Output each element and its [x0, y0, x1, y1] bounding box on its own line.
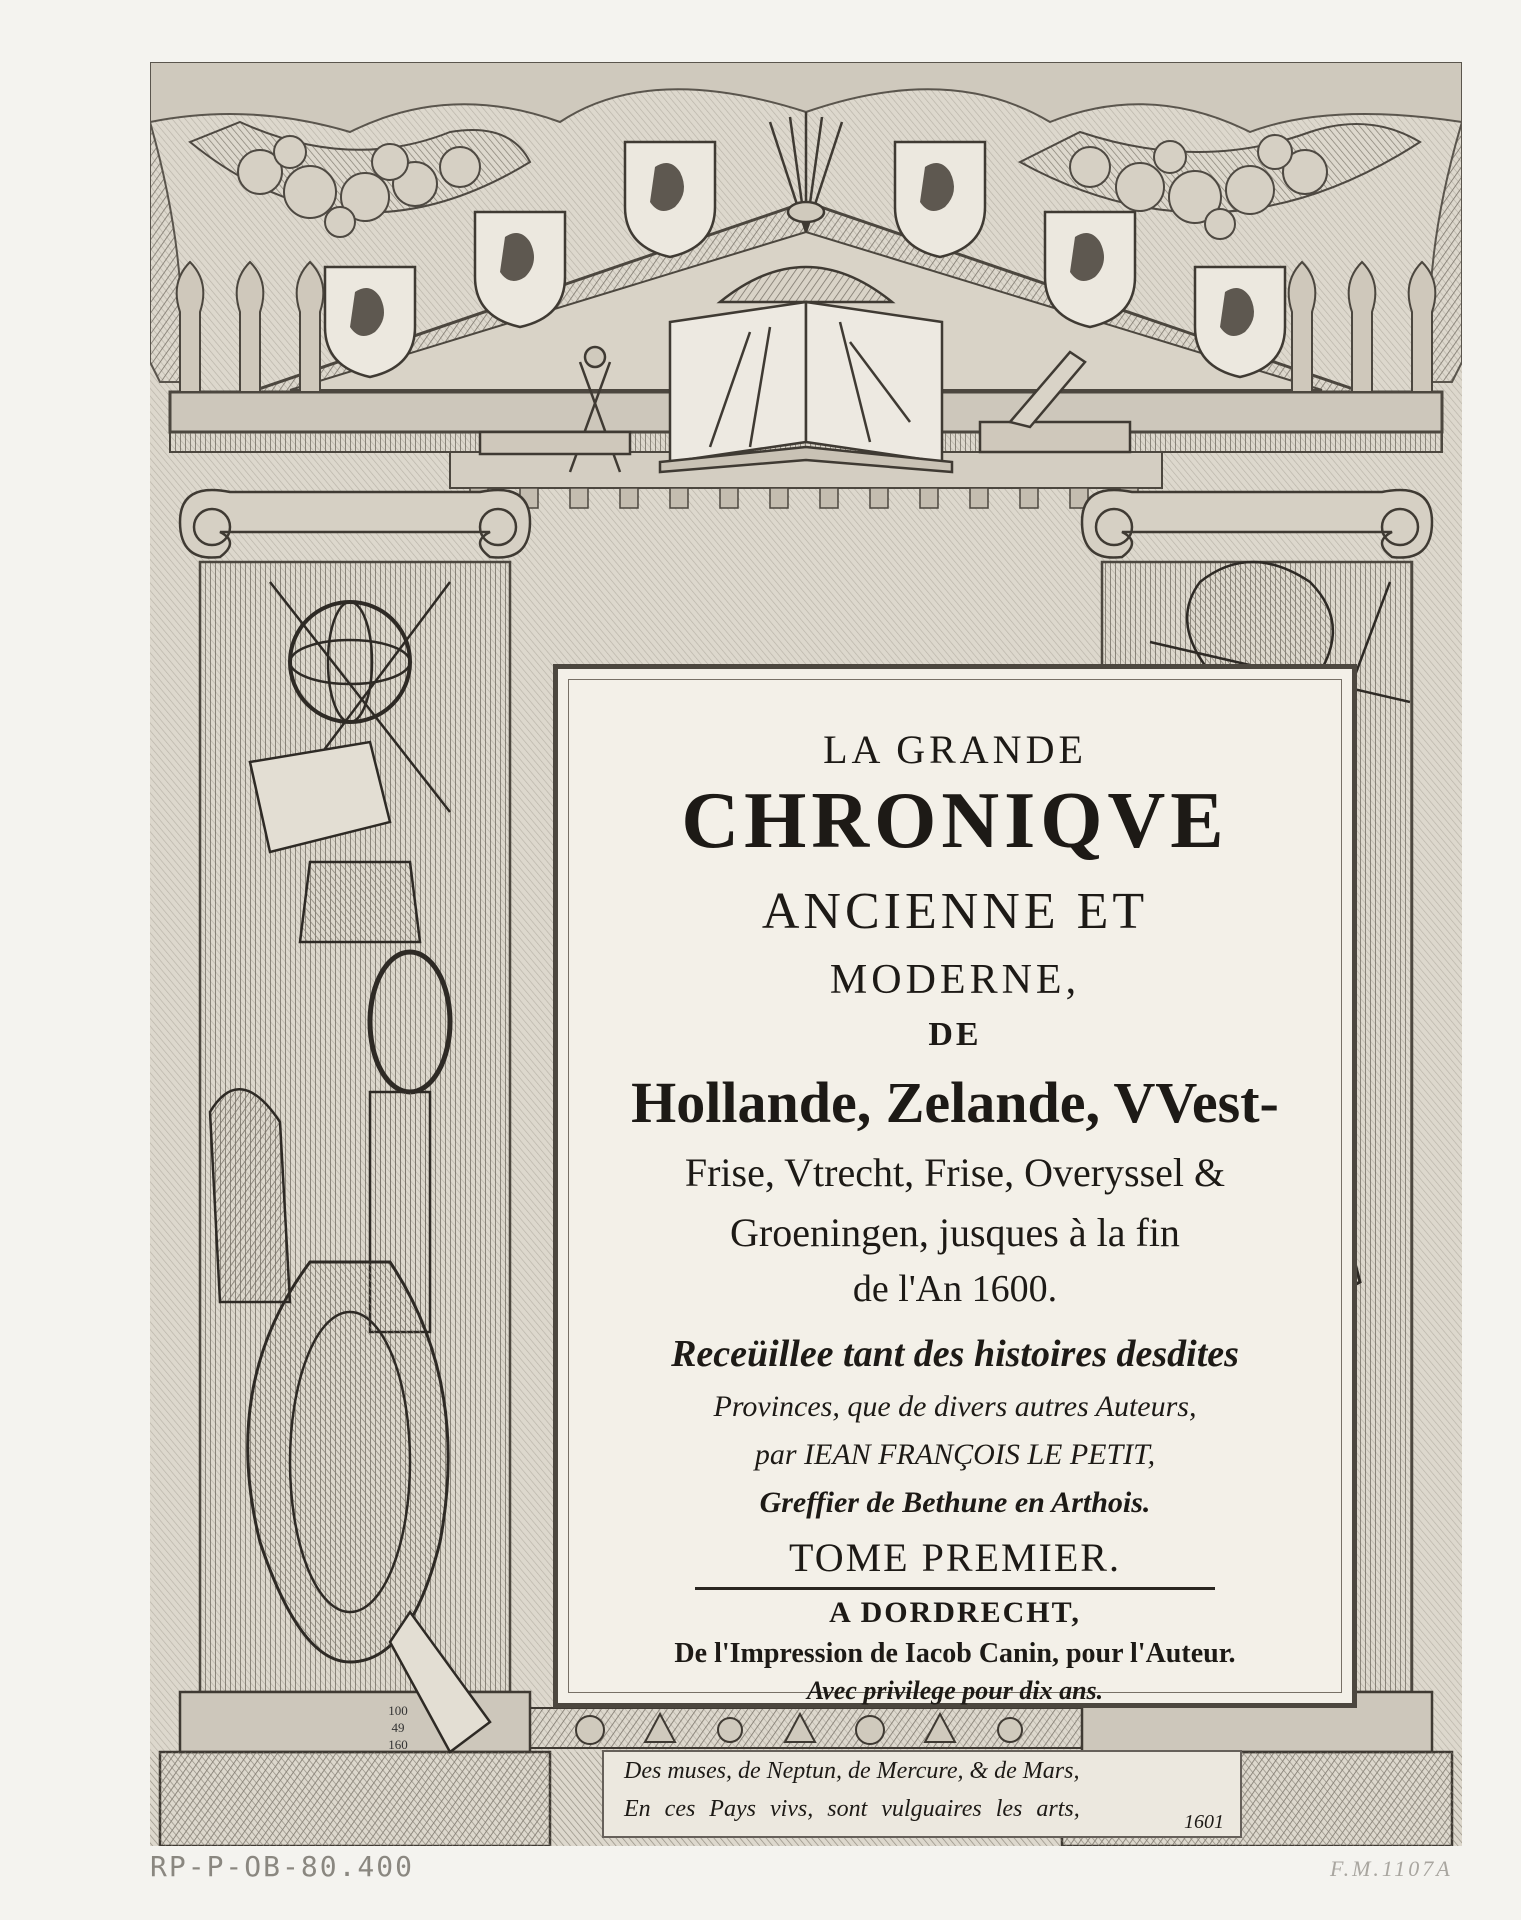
- base-ledge: [530, 1708, 1082, 1748]
- title-text-block: [553, 664, 1357, 1708]
- title-line-9: de l'An 1600.: [852, 1268, 1058, 1310]
- title-line-2: CHRONIQVE: [681, 777, 1229, 865]
- title-line-7: Frise, Vtrecht, Frise, Overyssel &: [684, 1150, 1226, 1195]
- collection-mark: F.M.1107A: [1330, 1856, 1453, 1881]
- volume-underline: [695, 1587, 1215, 1590]
- imprint-place: A DORDRECHT,: [829, 1596, 1081, 1629]
- title-line-1: LA GRANDE: [823, 727, 1087, 772]
- print-sheet: [150, 62, 1462, 1846]
- title-line-5: DE: [928, 1016, 982, 1053]
- title-line-4: MODERNE,: [829, 957, 1081, 1003]
- author-title-line: Greffier de Bethune en Arthois.: [759, 1486, 1151, 1519]
- pedestal-inscription: [378, 1702, 418, 1753]
- title-line-8: Groeningen, jusques à la fin: [730, 1210, 1180, 1255]
- subtitle-line-1: Receüillee tant des histoires desdites: [671, 1333, 1239, 1375]
- volume-line: TOME PREMIER.: [789, 1535, 1121, 1580]
- privilege-line: Avec privilege pour dix ans.: [806, 1676, 1104, 1705]
- engraving-year: 1601: [1184, 1811, 1224, 1833]
- verse-cartouche: [602, 1750, 1242, 1838]
- subtitle-line-2: Provinces, que de divers autres Auteurs,: [713, 1390, 1197, 1423]
- pedestal-inscription-line-2: 49: [391, 1720, 405, 1735]
- imprint-printer: De l'Impression de Iacob Canin, pour l'Auteur.: [674, 1638, 1236, 1669]
- title-line-3: ANCIENNE ET: [761, 883, 1149, 940]
- title-line-6: Hollande, Zelande, VVest-: [631, 1070, 1279, 1135]
- author-line: par IEAN FRANÇOIS LE PETIT,: [754, 1438, 1156, 1471]
- pedestal-inscription-line-3: 160: [388, 1737, 408, 1752]
- inventory-number: RP-P-OB-80.400: [150, 1850, 415, 1883]
- pedestal-inscription-line-1: 100: [388, 1703, 408, 1718]
- verse-line-2: En ces Pays vivs, sont vulguaires les arts,: [624, 1796, 1080, 1822]
- verse-line-1: Des muses, de Neptun, de Mercure, & de Mars,: [624, 1758, 1080, 1784]
